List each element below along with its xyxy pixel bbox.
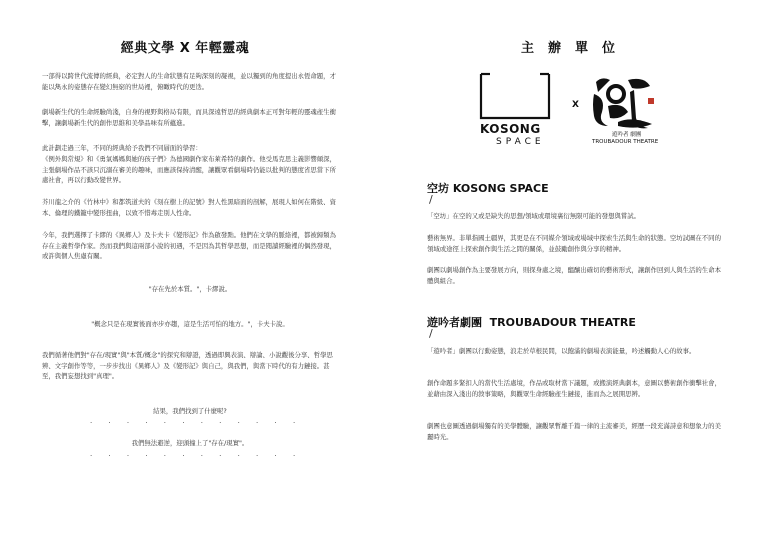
troupe-logo-cn: 遊吟者 劇團 (612, 132, 642, 138)
left-para-2: 劇場新生代的生命經驗尚淺，自身的視野與格局有限，而具深遠哲思的經典劇本正可對年輕的靈魂產生衝擊，讓劇場新生代的創作思維和美學品味有所蘊進。 (42, 108, 336, 127)
troupe-logo-en: TROUBADOUR THEATRE (592, 139, 659, 145)
kosong-space-logo (478, 72, 552, 148)
kosong-para-1: 「空坊」在空的又或是缺失的思想/領域或環境裏衍無限可能的發想與嘗試。 (427, 212, 641, 220)
closing-line-2: 我們無法避逆，迎頭撞上了"存在/現實"。 (131, 439, 249, 447)
section-troubadour-slash: / (429, 327, 433, 340)
section-kosong-title: 空坊 KOSONG SPACE (427, 182, 549, 195)
left-para-3c: 芥川龍之介的《竹林中》和都筑道夫的《刻在樹上的記號》對人性黑暗面的剖解，展現人如何在階級、資本、倫理的鐵籠中變形扭曲，以致不惜毒走別人性命。 (42, 198, 336, 217)
kosong-para-2: 藝術無界。非單指國土疆界，其更是在不同媒介領域或場域中探索生活與生命的狀態。空坊試圖在不同的領域或途徑上探索創作與生活之間的關係，並鼓勵創作與分享的精神。 (427, 234, 721, 253)
logo-connector: X (572, 100, 579, 110)
left-page-title: 經典文學 X 年輕靈魂 (120, 41, 250, 56)
troubadour-theatre-logo (588, 72, 668, 152)
troubadour-brush-mark (588, 72, 658, 132)
quote-kafka: "概念只是在現實後面亦步亦趨，這是生活可怕的地方。"，卡夫卡說。 (91, 320, 289, 328)
right-page-title: 主辦單位 (520, 41, 629, 56)
kosong-box-mark (478, 72, 552, 120)
section-troubadour-title: 遊吟者劇團 TROUBADOUR THEATRE (427, 316, 636, 329)
troubadour-para-3: 劇團也意圖透過劇場獨有的美學體驗，讓觀眾暫離千篇一律的主流審美，經歷一段充滿詩意和想象力的美麗時光。 (427, 422, 721, 441)
kosong-logo-sub: SPACE (496, 137, 545, 147)
left-para-1: 一部得以跨世代流傳的經典，必定對人的生命狀態有足夠深刻的凝視，並以獨到的角度提出永恆命題，才能以雋永的姿態存在變幻無窮的世局裡，俯瞰時代的更迭。 (42, 72, 336, 91)
left-para-3a: 此計劃走過三年，不同的經典給予我們不同層面的學習： (42, 144, 202, 152)
left-para-4: 今年，我們選擇了卡繆的《異鄉人》及卡夫卡《變形記》作為啟發點。他們在文學的脈絡裡，都被歸類為存在主義哲學作家。然而我們與這兩部小說的初遇，不是因為其哲學思想，而是閱讀經驗裡的偶然發現，或許與個人焦慮有關。 (42, 231, 336, 260)
closing-line-1: 結果，我們找到了什麼呢? (153, 407, 227, 415)
kosong-logo-main: KOSONG (480, 122, 541, 136)
left-para-3b: 《例外與常規》和《勇氣媽媽與她的孩子們》為德國劇作家布萊希特的劇作。他受馬克思主義影響頗深，主張劇場作品不該只沉溺在審美的趣味，而應該保持清醒，讓觀眾看劇場時仍能以批判的態度省思當下所處社會，再以行動改變世界。 (42, 155, 336, 184)
troubadour-para-1: 「遊吟者」劇團以行動姿態，浪走於草根民間，以飽滿的劇場表演能量，吟述觸動人心的故事。 (427, 347, 696, 355)
section-kosong-slash: / (429, 193, 433, 206)
dots-divider-1: · · · · · · · · · · · · (90, 419, 303, 427)
left-para-5: 我們循著他們對"存在/現實"與"本質/概念"的探究和辯證，透過即興表演、辯論、小說觀後分享、哲學思辨、文字創作等等，一步步找出《異鄉人》及《變形記》與自己，與我們，與當下時代的有力鏈接。甚至，我們妄想找到"真理"。 (42, 351, 333, 380)
troubadour-para-2: 創作命題多緊扣人的當代生活處境，作品或取材當下議題，或搬演經典劇本，意圖以藝術創作衝擊社會，並藉由深入淺出的敘事策略，與觀眾生命經驗產生鏈接，進而為之展開思辨。 (427, 379, 721, 398)
kosong-para-3: 劇團以劇場創作為主要發展方向，則探身處之境，醞釀出確切的藝術形式，讓創作回到人與生活的生命本體與組合。 (427, 266, 721, 285)
dots-divider-2: · · · · · · · · · · · · (90, 452, 303, 460)
quote-camus: "存在先於本質。"，卡繆說。 (148, 285, 232, 293)
